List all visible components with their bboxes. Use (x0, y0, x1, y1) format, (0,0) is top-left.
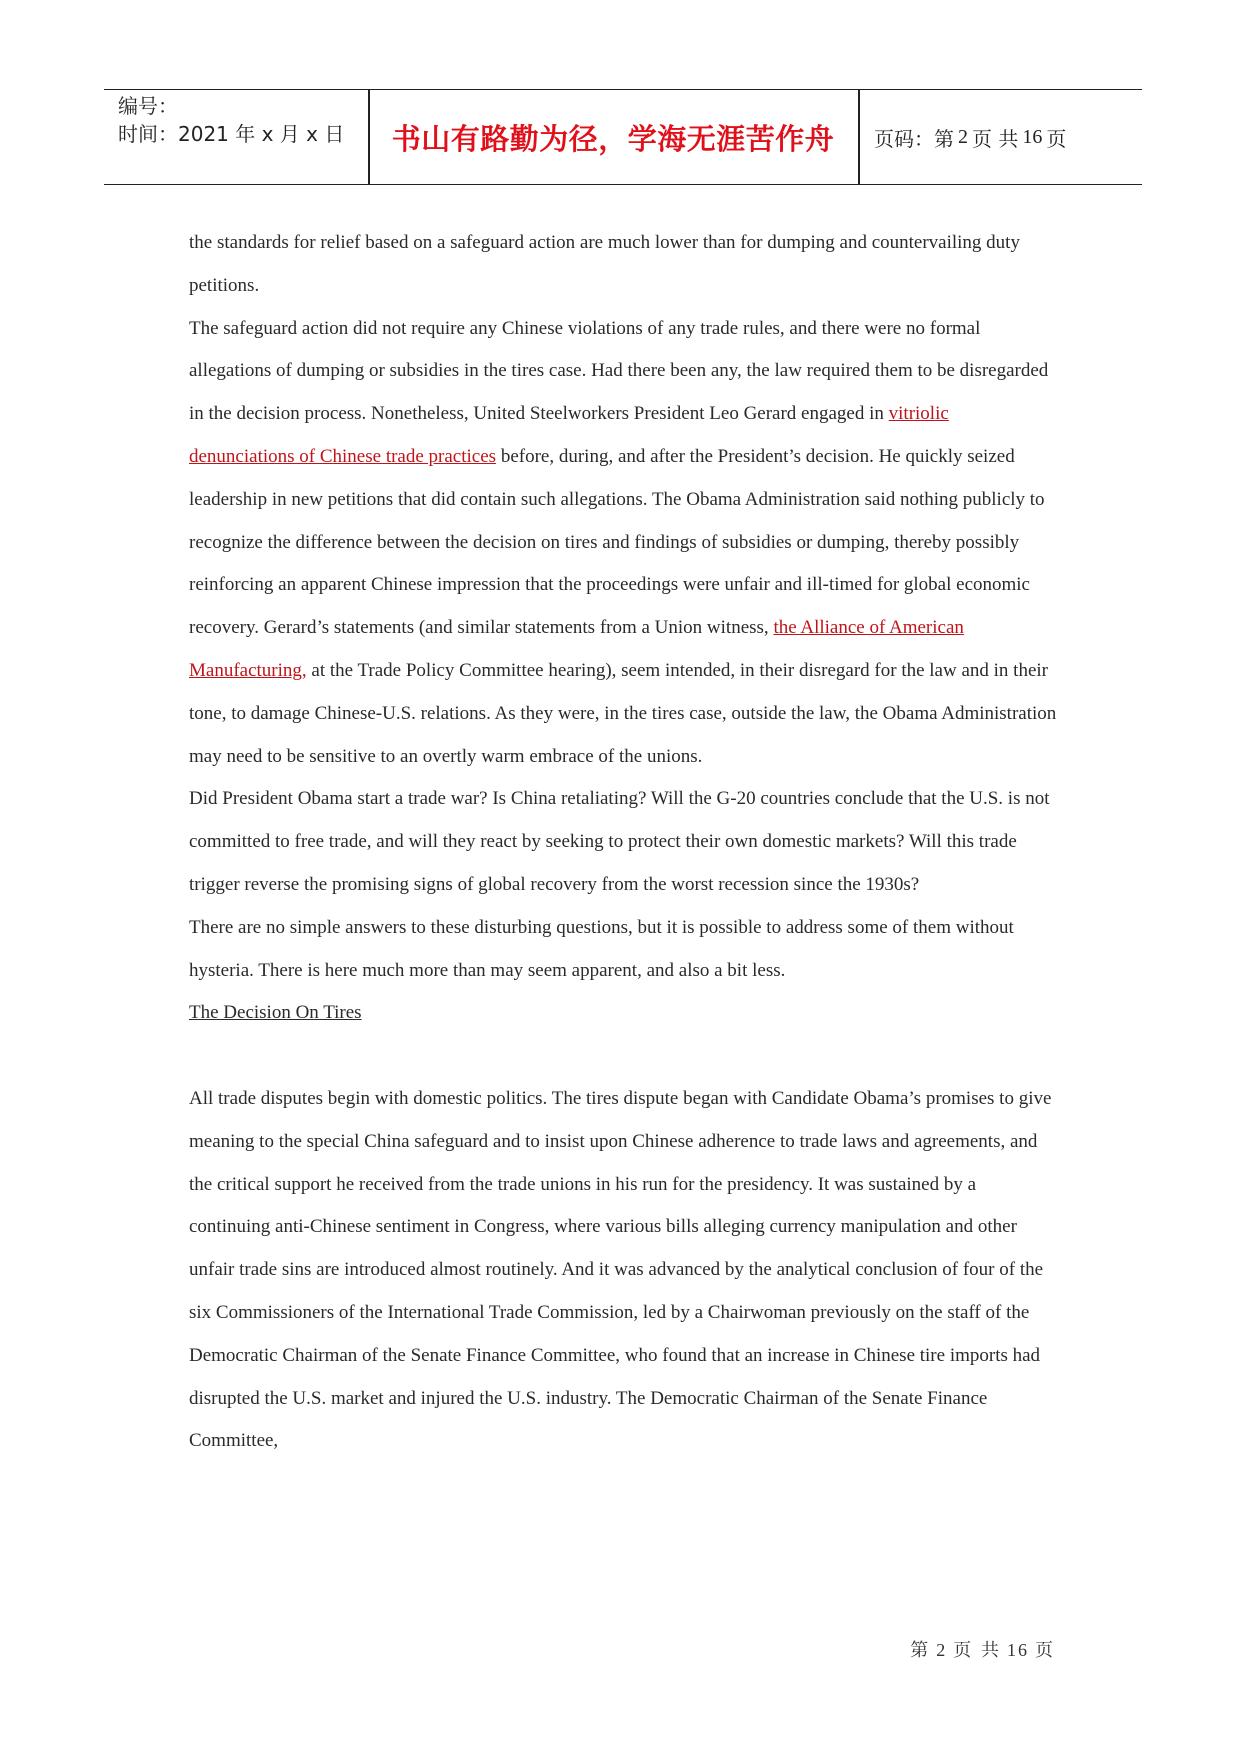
footer-suffix: 页 (1035, 1640, 1055, 1661)
page-prefix: 页码：第 (874, 126, 954, 151)
document-header (104, 89, 1142, 185)
blank-line (189, 1035, 1059, 1078)
header-motto: 书山有路勤为径，学海无涯苦作舟 (391, 121, 835, 156)
footer-prefix: 第 (910, 1640, 931, 1661)
header-meta (118, 92, 344, 148)
paragraph-text: before, during, and after the President’s decision. He quickly seized leadership in new petitions that did contain such allegations. The Obama Administration said nothing publicly to recognize the difference between the decision on tires and findings of subsidies or dumping, thereby possibly reinforcing an apparent Chinese impression that the proceedings were unfair and ill-timed for global economic recovery. Gerard’s statements (and similar statements from a Union witness, (189, 445, 1045, 639)
document-body (189, 222, 1059, 1463)
code-label: 编号： (118, 94, 178, 118)
paragraph-text: at the Trade Policy Committee hearing), seem intended, in their disregard for the law and in their tone, to damage Chinese-U.S. relations. As they were, in the tires case, outside the law, the Obama Administration may need to be sensitive to an overtly warm embrace of the unions. (189, 659, 1057, 767)
time-label: 时间：2021 年 x 月 x 日 (118, 122, 345, 146)
page-current: 2 (958, 125, 968, 148)
page-total: 16 (1022, 125, 1043, 148)
footer-current: 2 (936, 1640, 948, 1660)
paragraph (189, 308, 1059, 779)
paragraph: All trade disputes begin with domestic politics. The tires dispute began with Candidate Obama’s promises to give meaning to the special China safeguard and to insist upon Chinese adherence to trade laws and agreements, and the critical support he received from the trade unions in his run for the presidency. It was sustained by a continuing anti-Chinese sentiment in Congress, where various bills alleging currency manipulation and other unfair trade sins are introduced almost routinely. And it was advanced by the analytical conclusion of four of the six Commissioners of the International Trade Commission, led by a Chairwoman previously on the staff of the Democratic Chairman of the Senate Finance Committee, who found that an increase in Chinese tire imports had disrupted the U.S. market and injured the U.S. industry. The Democratic Chairman of the Senate Finance Committee, (189, 1087, 1052, 1452)
trade-practices-link[interactable]: vitriolic denunciations of Chinese trade practices (189, 403, 949, 467)
paragraph-text: The safeguard action did not require any Chinese violations of any trade rules, and there were no formal allegations of dumping or subsidies in the tires case. Had there been any, the law required them to be disregarded in the decision process. Nonetheless, United Steelworkers President Leo Gerard engaged in (189, 317, 1049, 425)
header-page-number (874, 90, 1066, 184)
footer-total: 16 (1007, 1640, 1029, 1660)
alliance-link[interactable]: the Alliance of American Manufacturing, (189, 617, 964, 681)
page-mid: 页 共 (972, 126, 1019, 151)
page-footer (910, 1636, 1055, 1662)
footer-mid: 页 共 (953, 1640, 1001, 1661)
header-divider (858, 90, 860, 184)
paragraph: the standards for relief based on a safeguard action are much lower than for dumping and countervailing duty petitions. (189, 232, 1020, 296)
paragraph: There are no simple answers to these disturbing questions, but it is possible to address some of them without hysteria. There is here much more than may seem apparent, and also a bit less. (189, 916, 1014, 981)
page-suffix: 页 (1046, 126, 1067, 151)
paragraph: Did President Obama start a trade war? Is China retaliating? Will the G-20 countries conclude that the U.S. is not committed to free trade, and will they react by seeking to protect their own domestic markets? Will this trade trigger reverse the promising signs of global recovery from the worst recession since the 1930s? (189, 788, 1050, 895)
section-heading: The Decision On Tires (189, 1002, 362, 1024)
